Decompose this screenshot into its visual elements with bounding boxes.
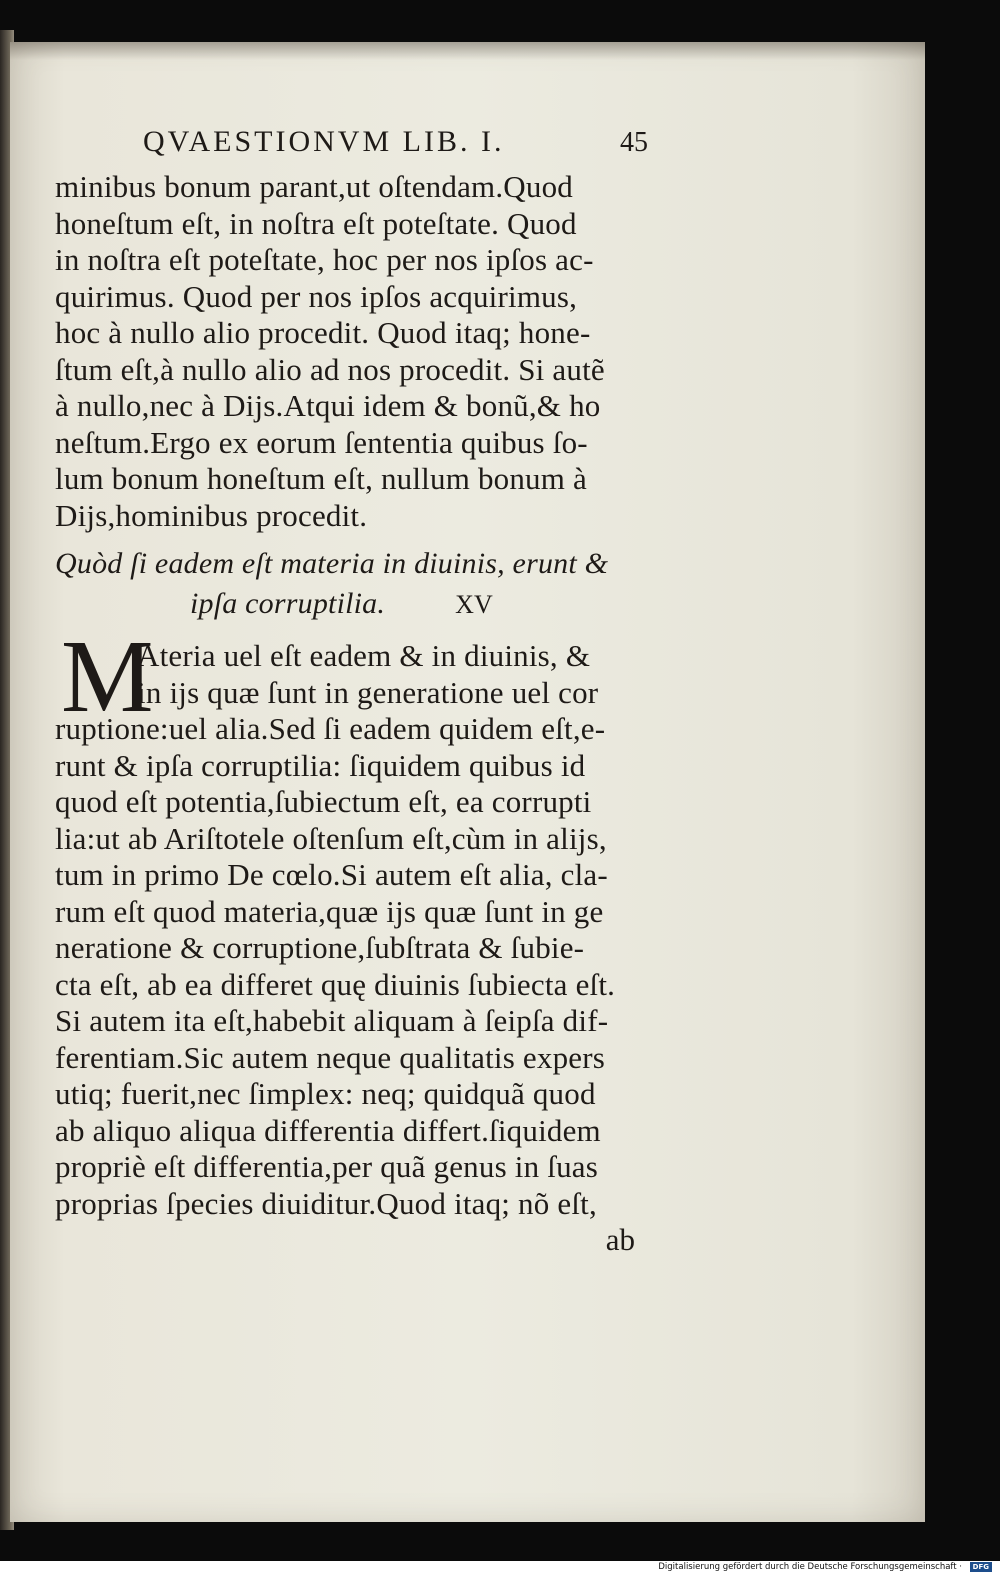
text-line: minibus bonum parant,ut oſtendam.Quod xyxy=(55,169,573,204)
text-line: in ijs quæ ſunt in generatione uel cor xyxy=(137,674,599,710)
text-line: à nullo,nec à Dijs.Atqui idem & bonũ,& ho xyxy=(55,388,601,423)
text-line: hoc à nullo alio procedit. Quod itaq; hone- xyxy=(55,315,591,350)
text-line: quod eſt potentia,ſubiectum eſt, ea corrupti xyxy=(55,784,592,819)
heading-line-2 xyxy=(55,584,675,624)
section-heading xyxy=(55,544,675,624)
text-line: ab aliquo aliqua differentia differt.ſiquidem xyxy=(55,1112,601,1148)
footer-strip xyxy=(0,1561,1000,1573)
text-line: honeſtum eſt, in noſtra eſt poteſtate. Quod xyxy=(55,205,577,241)
page-number: 45 xyxy=(620,127,648,158)
text-line: cta eſt, ab ea differet quę diuinis ſubiecta eſt. xyxy=(55,966,616,1002)
catchword: ab xyxy=(605,1222,635,1257)
paragraph-new xyxy=(55,619,675,1222)
text-line: Si autem ita eſt,habebit aliquam à ſeipſa dif- xyxy=(55,1003,609,1038)
text-line: propriè eſt differentia,per quã genus in ſuas xyxy=(55,1149,598,1184)
text-line: in noſtra eſt poteſtate, hoc per nos ipſos ac- xyxy=(55,242,594,277)
page-top-shadow xyxy=(10,42,925,60)
text-line: lum bonum honeſtum eſt, nullum bonum à xyxy=(55,461,587,496)
text-line: ferentiam.Sic autem neque qualitatis expers xyxy=(55,1039,606,1075)
text-line: neratione & corruptione,ſubſtrata & ſubie- xyxy=(55,930,585,965)
text-line: runt & ipſa corruptilia: ſiquidem quibus id xyxy=(55,747,586,783)
footer-credit: Digitalisierung gefördert durch die Deutsche Forschungsgemeinschaft · xyxy=(658,1562,962,1572)
text-line: Ateria uel eſt eadem & in diuinis, & xyxy=(137,638,591,673)
text-line: ruptione:uel alia.Sed ſi eadem quidem eſt,e- xyxy=(55,711,606,746)
text-block xyxy=(55,125,675,1259)
running-head xyxy=(55,125,675,169)
text-line: proprias ſpecies diuiditur.Quod itaq; nõ eſt, xyxy=(55,1185,597,1221)
text-line: rum eſt quod materia,quæ ijs quæ ſunt in ge xyxy=(55,893,604,929)
text-line: quirimus. Quod per nos ipſos acquirimus, xyxy=(55,278,578,314)
paragraph-continued xyxy=(55,169,675,534)
drop-cap-initial: M xyxy=(61,619,154,734)
text-line: utiq; fuerit,nec ſimplex: neq; quidquã quod xyxy=(55,1076,596,1111)
text-line: neſtum.Ergo ex eorum ſententia quibus ſo- xyxy=(55,424,588,460)
heading-line-2-text: ipſa corruptilia. xyxy=(190,587,386,620)
section-numeral: XV xyxy=(455,590,494,619)
text-line: tum in primo De cœlo.Si autem eſt alia, cla- xyxy=(55,857,608,892)
text-line: lia:ut ab Ariſtotele oſtenſum eſt,cùm in alijs, xyxy=(55,820,607,856)
dfg-logo-icon: DFG xyxy=(970,1562,992,1572)
text-line: ſtum eſt,à nullo alio ad nos procedit. Si autẽ xyxy=(55,351,605,387)
running-title: QVAESTIONVM LIB. I. xyxy=(143,125,505,158)
text-line: Dijs,hominibus procedit. xyxy=(55,497,368,533)
heading-line-1: Quòd ſi eadem eſt materia in diuinis, erunt & xyxy=(55,547,609,580)
